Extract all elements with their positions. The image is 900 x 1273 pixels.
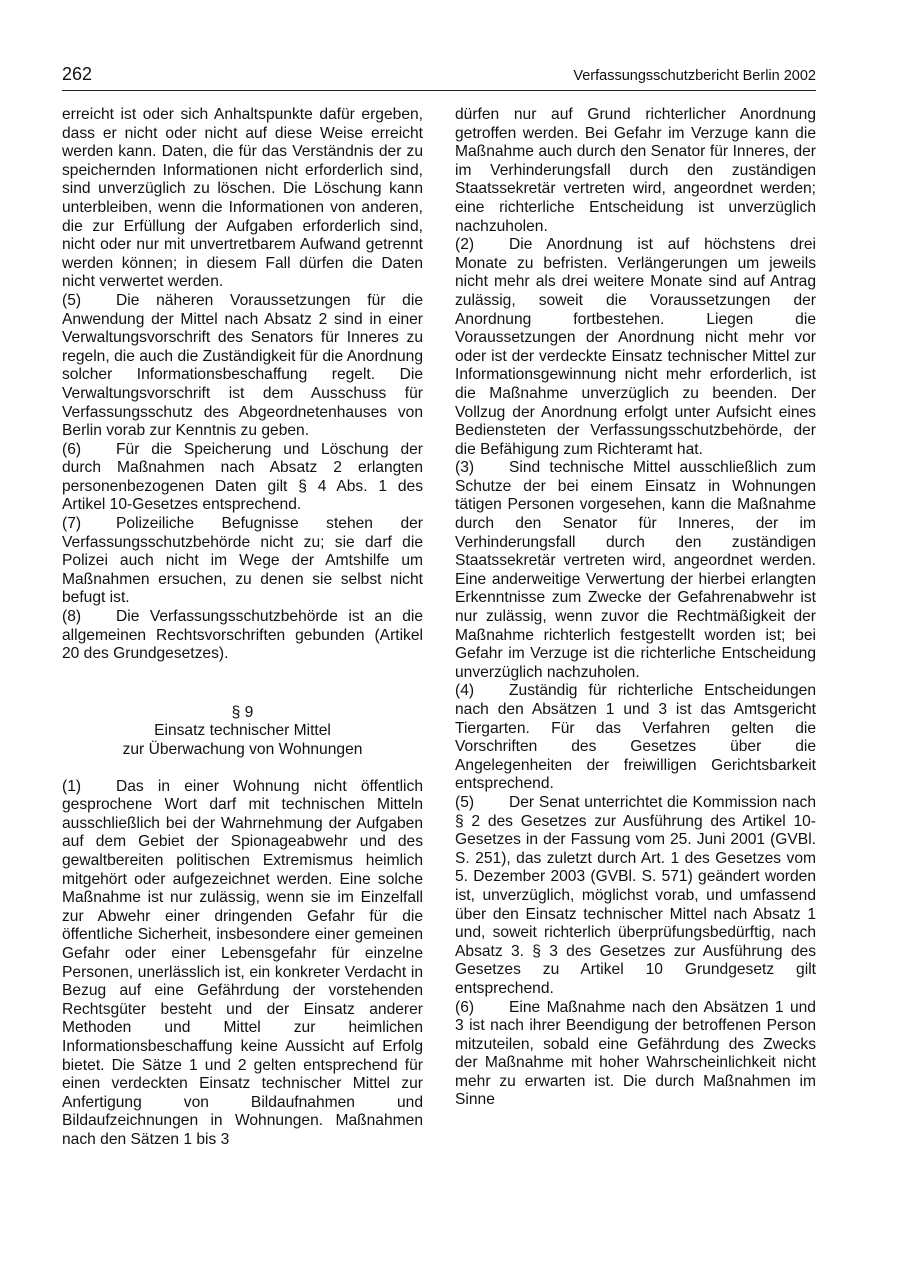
paragraph-text: Der Senat unterrichtet die Kommission nach § 2 des Gesetzes zur Ausführung des Artikel 10-Gesetzes in der Fassung vom 25. Juni 2001 (GVBl. S. 251), das zuletzt durch Art. 1 des Gesetzes vom 5. Dezember 2003 (GVBl. S. 571) geändert worden ist, unverzüglich, möglichst vorab, und umfassend über den Einsatz technischer Mittel nach Absatz 1 und, soweit richterlich überprüfungsbedürftig, nach Absatz 3. § 3 des Gesetzes zur Ausführung des Gesetzes zu Artikel 10 Grundgesetz gilt entsprechend. — [455, 793, 816, 997]
paragraph-number: (6) — [455, 998, 475, 1016]
paragraph-text: Die Anordnung ist auf höchstens drei Monate zu befristen. Verlängerungen um jeweils nicht mehr als drei weitere Monate sind auf Antrag zulässig, soweit die Voraussetzungen der Anordnung fortbestehen. Liegen die Voraussetzungen der Anordnung nicht mehr vor oder ist der verdeckte Einsatz technischer Mittel zur Informationsgewinnung nicht mehr erforderlich, ist die Maßnahme unverzüglich zu beenden. Der Vollzug der Anordnung erfolgt unter Aufsicht eines Bediensteten der Verfassungsschutzbehörde, der die Befähigung zum Richteramt hat. — [455, 236, 816, 458]
paragraph-text: Sind technische Mittel ausschließlich zum Schutze der bei einem Einsatz in Wohnungen tätigen Personen vorgesehen, kann die Maßnahme durch den Senator für Inneres, der im Verhinderungsfall durch den zuständigen Staatssekretär vertreten wird, angeordnet werden. Eine anderweitige Verwertung der hierbei erlangten Erkenntnisse zum Zwecke der Gefahrenabwehr ist nur zulässig, wenn zuvor die Rechtmäßigkeit der Maßnahme richterlich festgestellt worden ist; bei Gefahr im Verzuge ist die richterliche Entscheidung unverzüglich nachzuholen. — [455, 459, 816, 681]
page-number: 262 — [62, 64, 93, 84]
paragraph-number: (5) — [455, 793, 475, 811]
paragraph-text: Zuständig für richterliche Entscheidungen nach den Absätzen 1 und 3 ist das Amtsgericht Tiergarten. Für das Verfahren gelten die Vorschriften des Gesetzes über die Angelegenheiten der freiwilligen Gerichtsbarkeit entsprechend. — [455, 682, 816, 793]
paragraph-number: (2) — [455, 236, 475, 254]
paragraph-text: Die näheren Voraussetzungen für die Anwendung der Mittel nach Absatz 2 sind in einer Verwaltungsvorschrift des Senators für Inneres zu regeln, die auch die Zuständigkeit für die Anordnung solcher Informationsbeschaffung regelt. Die Verwaltungsvorschrift ist dem Ausschuss für Verfassungsschutz des Abgeordnetenhauses von Berlin vorab zur Kenntnis zu geben. — [62, 291, 423, 440]
paragraph — [62, 515, 423, 608]
paragraph — [62, 292, 423, 441]
paragraph-number: (3) — [455, 459, 475, 477]
paragraph-number: (7) — [62, 515, 82, 533]
paragraph — [62, 608, 423, 664]
section-number: § 9 — [231, 703, 254, 721]
paragraph-number: (8) — [62, 608, 82, 626]
section-title-line: Einsatz technischer Mittel — [154, 722, 331, 740]
paragraph — [455, 794, 816, 999]
continuation-text: erreicht ist oder sich Anhaltspunkte dafür ergeben, dass er nicht oder nicht auf diese Weise erreicht werden kann. Daten, die für das Verständnis der zu speichernden Informationen nicht erforderlich sind, sind unverzüglich zu löschen. Die Löschung kann unterbleiben, wenn die Informationen von anderen, die zur Erfüllung der Aufgaben erforderlich sind, nicht oder nur mit unvertretbarem Aufwand getrennt werden können; in diesem Fall dürfen die Daten nicht verwertet werden. — [62, 106, 423, 291]
continuation-text: dürfen nur auf Grund richterlicher Anordnung getroffen werden. Bei Gefahr im Verzuge kann die Maßnahme auch durch den Senator für Inneres, der im Verhinderungsfall durch den zuständigen Staatssekretär vertreten wird, angeordnet werden; eine richterliche Entscheidung ist unverzüglich nachzuholen. — [455, 106, 816, 235]
paragraph — [455, 459, 816, 682]
paragraph-text: Die Verfassungsschutzbehörde ist an die allgemeinen Rechtsvorschriften gebunden (Artikel 20 des Grundgesetzes). — [62, 608, 423, 663]
paragraph-number: (5) — [62, 291, 82, 309]
paragraph — [455, 236, 816, 459]
left-column — [62, 106, 423, 1149]
paragraph — [62, 441, 423, 515]
section-title-line: zur Überwachung von Wohnungen — [122, 741, 363, 758]
paragraph-text: Polizeiliche Befugnisse stehen der Verfassungsschutzbehörde nicht zu; sie darf die Polizei auch nicht im Wege der Amtshilfe um Maßnahmen ersuchen, zu denen sie selbst nicht befugt ist. — [62, 515, 423, 607]
paragraph — [455, 682, 816, 794]
paragraph-number: (1) — [62, 777, 82, 795]
paragraph-number: (6) — [62, 440, 82, 458]
paragraph — [455, 999, 816, 1111]
paragraph-text: Eine Maßnahme nach den Absätzen 1 und 3 ist nach ihrer Beendigung der betroffenen Person mitzuteilen, sobald eine Gefährdung des Zwecks der Maßnahme mit hoher Wahrscheinlichkeit nicht mehr zu erwarten ist. Die durch Maßnahmen im Sinne — [455, 998, 816, 1109]
running-title: Verfassungsschutzbericht Berlin 2002 — [573, 68, 816, 84]
page-header — [62, 62, 816, 91]
paragraph-number: (4) — [455, 682, 475, 700]
paragraph-text: Für die Speicherung und Löschung der durch Maßnahmen nach Absatz 2 erlangten personenbezogenen Daten gilt § 4 Abs. 1 des Artikel 10-Gesetzes entsprechend. — [62, 440, 423, 514]
right-column — [455, 106, 816, 1110]
paragraph — [62, 778, 423, 1150]
paragraph-text: Das in einer Wohnung nicht öffentlich gesprochene Wort darf mit technischen Mitteln ausschließlich bei der Wahrnehmung der Aufgaben auf dem Gebiet der Spionageabwehr und des gewaltbereiten politischen Extremismus heimlich mitgehört oder aufgezeichnet werden. Eine solche Maßnahme ist nur zulässig, wenn sie im Einzelfall zur Abwehr einer dringenden Gefahr für die öffentliche Sicherheit, insbesondere einer gemeinen Gefahr oder einer Lebensgefahr für einzelne Personen, unerlässlich ist, ein konkreter Verdacht in Bezug auf eine Gefährdung der vorstehenden Rechtsgüter besteht und der Einsatz anderer Methoden und Mittel zur heimlichen Informationsbeschaffung keine Aussicht auf Erfolg bietet. Die Sätze 1 und 2 gelten entsprechend für einen verdeckten Einsatz technischer Mittel zur Anfertigung von Bildaufnahmen und Bildaufzeichnungen in Wohnungen. Maßnahmen nach den Sätzen 1 bis 3 — [62, 777, 423, 1148]
section-heading — [62, 704, 423, 760]
